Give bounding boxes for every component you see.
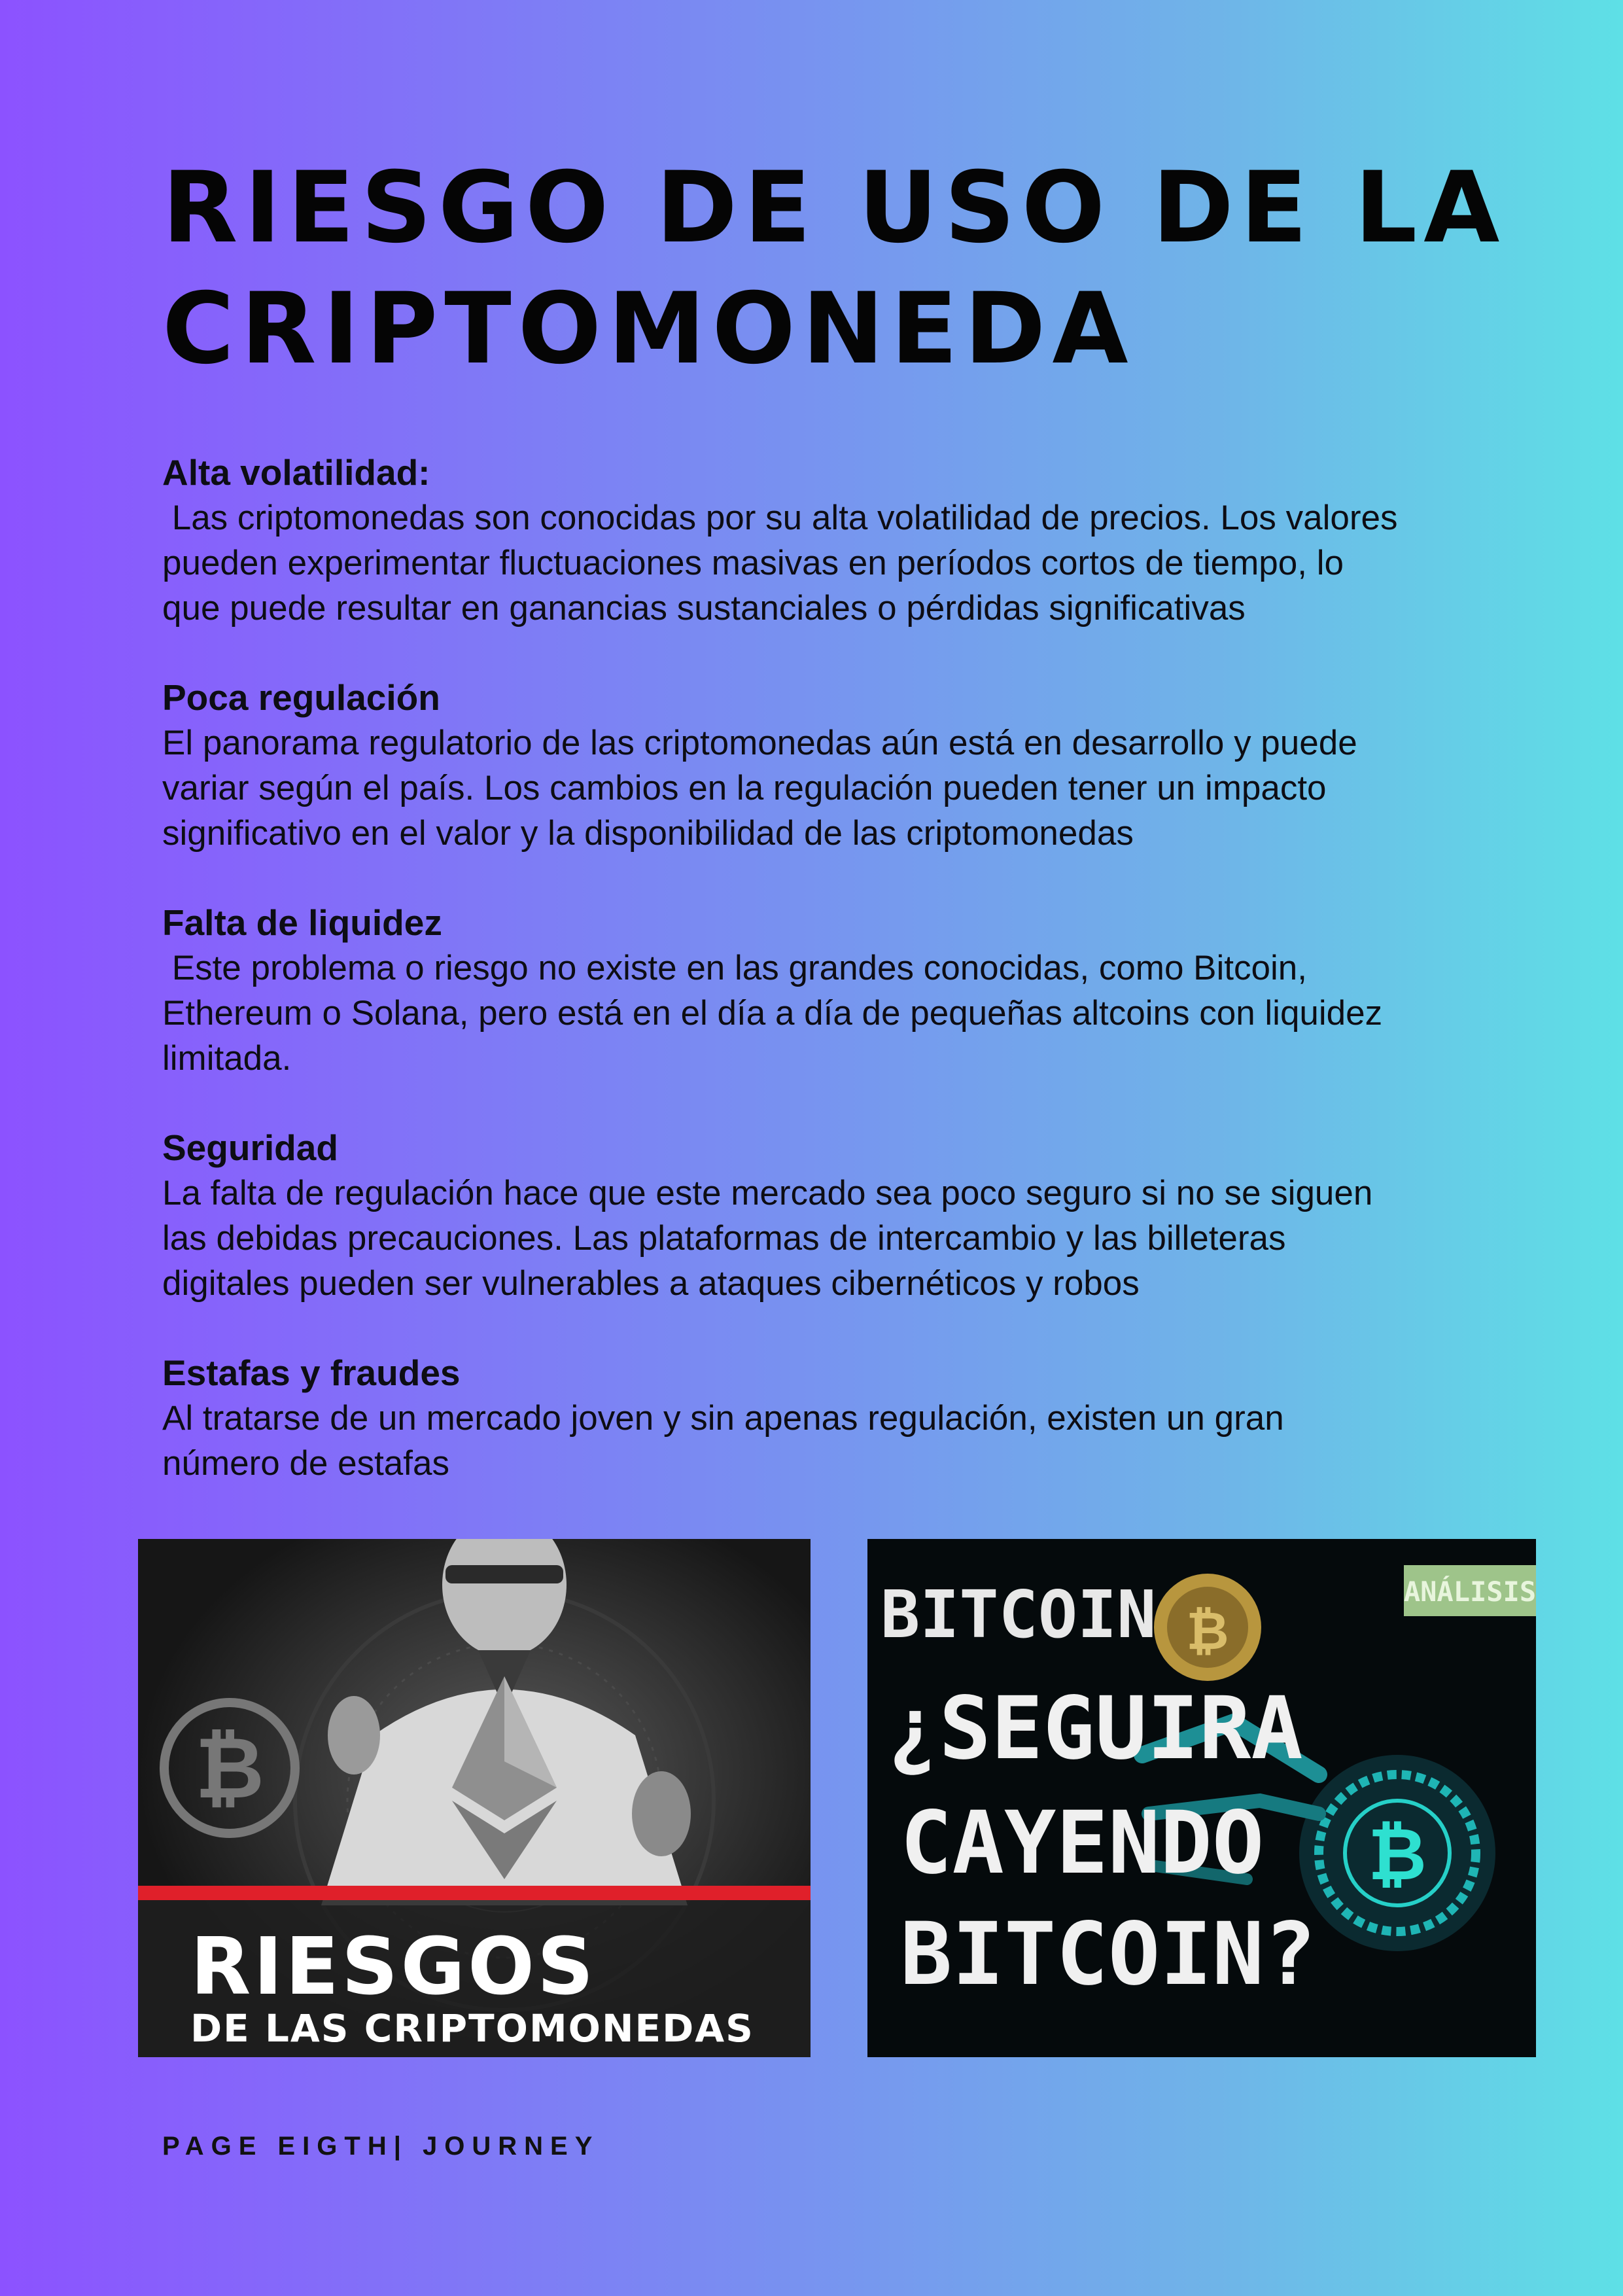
question-line-3: BITCOIN?: [900, 1904, 1316, 2005]
page-footer: PAGE EIGTH| JOURNEY: [162, 2132, 600, 2161]
section-line: que puede resultar en ganancias sustanciales o pérdidas significativas: [162, 589, 1246, 627]
section-line: La falta de regulación hace que este mercado sea poco seguro si no se siguen: [162, 1174, 1373, 1212]
section-line: Al tratarse de un mercado joven y sin apenas regulación, existen un gran: [162, 1399, 1284, 1438]
section-heading: Estafas y fraudes: [162, 1352, 461, 1393]
coin-icon: [1154, 1574, 1261, 1681]
page-title: [162, 148, 1536, 390]
section-heading: Seguridad: [162, 1127, 338, 1168]
section-heading: Alta volatilidad:: [162, 452, 430, 493]
title-line-1: RIESGO DE USO DE LA: [162, 151, 1507, 265]
risk-sections: [162, 450, 1503, 1530]
bitcoin-title: BITCOIN: [881, 1576, 1157, 1653]
title-line-2: CRIPTOMONEDA: [162, 272, 1135, 386]
section-line: pueden experimentar fluctuaciones masivas en períodos cortos de tiempo, lo: [162, 544, 1344, 582]
svg-text:₿: ₿: [1186, 1600, 1229, 1661]
section-line: significativo en el valor y la disponibilidad de las criptomonedas: [162, 814, 1134, 853]
section-line: digitales pueden ser vulnerables a ataques cibernéticos y robos: [162, 1264, 1140, 1303]
section-regulation: [162, 675, 1503, 856]
section-line: Ethereum o Solana, pero está en el día a día de pequeñas altcoins con liquidez: [162, 994, 1383, 1033]
section-line: variar según el país. Los cambios en la regulación pueden tener un impacto: [162, 769, 1327, 807]
section-line: Este problema o riesgo no existe en las grandes conocidas, como Bitcoin,: [162, 949, 1307, 987]
section-line: El panorama regulatorio de las criptomonedas aún está en desarrollo y puede: [162, 724, 1357, 762]
section-security: [162, 1125, 1503, 1306]
bitcoin-icon: ₿: [1368, 1812, 1427, 1896]
riesgos-image: [138, 1539, 811, 2057]
section-heading: Poca regulación: [162, 677, 440, 718]
svg-text:₿: ₿: [195, 1718, 264, 1818]
section-line: limitada.: [162, 1039, 292, 1078]
riesgos-small-text: DE LAS CRIPTOMONEDAS: [190, 2006, 754, 2051]
bitcoin-illustration: [867, 1539, 1536, 2057]
section-line: las debidas precauciones. Las plataformas de intercambio y las billeteras: [162, 1219, 1286, 1258]
section-liquidity: [162, 900, 1503, 1081]
riesgos-big-text: RIESGOS: [190, 1922, 597, 2013]
question-line-1: ¿SEGUIRA: [887, 1678, 1303, 1779]
question-line-2: CAYENDO: [900, 1793, 1265, 1894]
riesgos-illustration: [138, 1539, 811, 2057]
section-volatility: [162, 450, 1503, 631]
analisis-badge: ANÁLISIS: [1403, 1576, 1536, 1608]
section-line: Las criptomonedas son conocidas por su alta volatilidad de precios. Los valores: [162, 499, 1398, 537]
section-heading: Falta de liquidez: [162, 902, 442, 943]
section-line: número de estafas: [162, 1444, 449, 1483]
bitcoin-image: [867, 1539, 1536, 2057]
section-scams: [162, 1351, 1503, 1486]
